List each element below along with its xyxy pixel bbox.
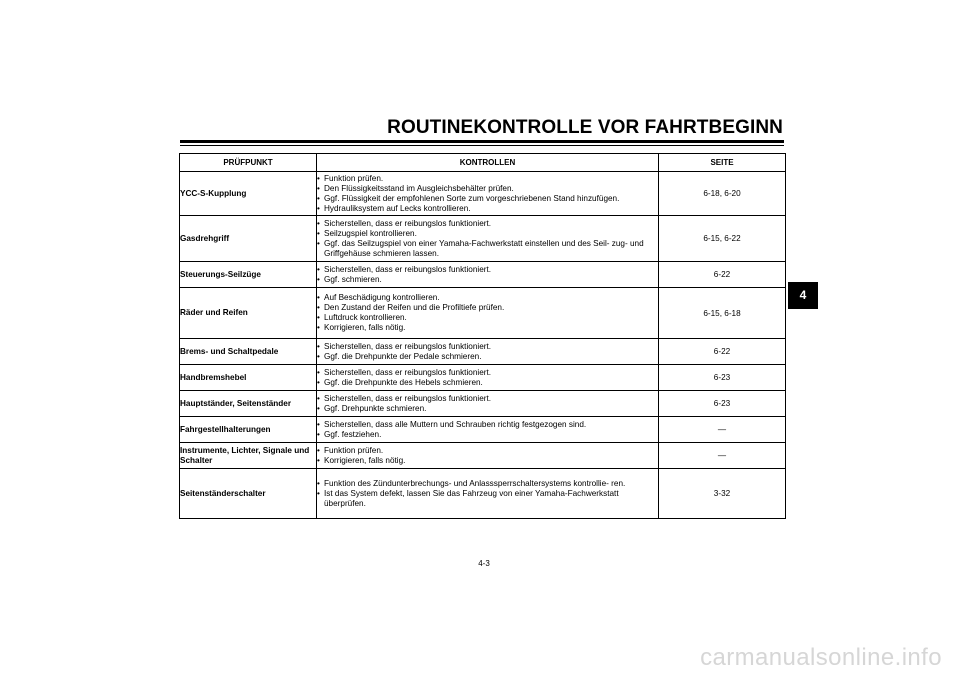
check-text: Luftdruck kontrollieren. (324, 313, 407, 322)
check-text: Ist das System defekt, lassen Sie das Fahrzeug von einer Yamaha-Fachwerkstatt überprüfen. (324, 488, 619, 508)
check-text: Auf Beschädigung kontrollieren. (324, 293, 440, 302)
table-row (180, 288, 786, 339)
bullet-icon: • (317, 323, 320, 332)
row-checks (317, 417, 659, 443)
check-item (317, 174, 658, 184)
check-item (317, 489, 658, 509)
row-page: 6-15, 6-22 (659, 216, 786, 262)
check-item (317, 265, 658, 275)
page-number: 4-3 (478, 559, 490, 568)
bullet-icon: • (317, 274, 320, 284)
row-item: Handbremshebel (180, 365, 317, 391)
bullet-icon: • (317, 429, 320, 439)
check-text: Funktion prüfen. (324, 445, 384, 455)
bullet-icon: • (317, 203, 320, 213)
row-checks (317, 339, 659, 365)
check-item (317, 323, 658, 333)
row-checks (317, 172, 659, 216)
check-item (317, 352, 658, 362)
check-text: Ggf. festziehen. (324, 429, 382, 439)
row-checks (317, 216, 659, 262)
check-item (317, 430, 658, 440)
title-rule-thick (180, 140, 784, 143)
check-item (317, 394, 658, 404)
check-item (317, 293, 658, 303)
row-item: Brems- und Schaltpedale (180, 339, 317, 365)
bullet-icon: • (317, 351, 320, 361)
check-item (317, 229, 658, 239)
table-row (180, 339, 786, 365)
row-checks (317, 365, 659, 391)
check-text: Ggf. Flüssigkeit der empfohlenen Sorte zum vorgeschriebenen Stand hinzufügen. (324, 193, 620, 203)
row-page: — (659, 417, 786, 443)
table-row (180, 417, 786, 443)
bullet-icon: • (317, 193, 320, 203)
bullet-icon: • (317, 238, 320, 248)
check-item (317, 184, 658, 194)
row-checks (317, 288, 659, 339)
check-item (317, 446, 658, 456)
check-item (317, 378, 658, 388)
watermark: carmanualsonline.info (700, 644, 942, 671)
table-row (180, 172, 786, 216)
bullet-icon: • (317, 173, 320, 183)
bullet-icon: • (317, 403, 320, 413)
check-text: Sicherstellen, dass er reibungslos funktioniert. (324, 218, 492, 228)
check-text: Den Zustand der Reifen und die Profiltiefe prüfen. (324, 303, 505, 312)
row-page: 6-22 (659, 262, 786, 288)
row-item: Hauptständer, Seitenständer (180, 391, 317, 417)
check-text: Korrigieren, falls nötig. (324, 455, 406, 465)
check-text: Ggf. Drehpunkte schmieren. (324, 403, 427, 413)
table-body (180, 172, 786, 519)
row-checks (317, 469, 659, 519)
row-item: Instrumente, Lichter, Signale und Schalter (180, 443, 317, 469)
bullet-icon: • (317, 488, 320, 498)
header-page: SEITE (659, 154, 786, 172)
table-row (180, 365, 786, 391)
bullet-icon: • (317, 393, 320, 403)
table-row (180, 443, 786, 469)
check-item (317, 420, 658, 430)
row-checks (317, 391, 659, 417)
check-text: Sicherstellen, dass er reibungslos funktioniert. (324, 341, 492, 351)
row-page: 6-22 (659, 339, 786, 365)
check-text: Hydrauliksystem auf Lecks kontrollieren. (324, 203, 471, 213)
check-text: Funktion prüfen. (324, 173, 384, 183)
bullet-icon: • (317, 445, 320, 455)
row-item: Gasdrehgriff (180, 216, 317, 262)
row-page: 6-15, 6-18 (659, 288, 786, 339)
check-text: Korrigieren, falls nötig. (324, 323, 406, 332)
bullet-icon: • (317, 478, 320, 488)
check-item (317, 368, 658, 378)
row-item: YCC-S-Kupplung (180, 172, 317, 216)
check-text: Sicherstellen, dass er reibungslos funktioniert. (324, 264, 492, 274)
row-item: Steuerungs-Seilzüge (180, 262, 317, 288)
bullet-icon: • (317, 377, 320, 387)
bullet-icon: • (317, 341, 320, 351)
row-item: Fahrgestellhalterungen (180, 417, 317, 443)
table-row (180, 469, 786, 519)
check-text: Sicherstellen, dass alle Muttern und Schrauben richtig festgezogen sind. (324, 419, 587, 429)
header-item: PRÜFPUNKT (180, 154, 317, 172)
row-page: 6-23 (659, 365, 786, 391)
check-text: Funktion des Zündunterbrechungs- und Anlasssperrschaltersystems kontrollie- ren. (324, 478, 626, 488)
row-page: 6-23 (659, 391, 786, 417)
page-title: ROUTINEKONTROLLE VOR FAHRTBEGINN (387, 117, 783, 138)
bullet-icon: • (317, 264, 320, 274)
chapter-tab: 4 (788, 282, 818, 309)
check-item (317, 219, 658, 229)
check-item (317, 204, 658, 214)
check-item (317, 479, 658, 489)
row-checks (317, 262, 659, 288)
row-checks (317, 443, 659, 469)
check-item (317, 313, 658, 323)
check-text: Sicherstellen, dass er reibungslos funktioniert. (324, 367, 492, 377)
bullet-icon: • (317, 228, 320, 238)
row-page: 6-18, 6-20 (659, 172, 786, 216)
row-item: Seitenständerschalter (180, 469, 317, 519)
header-checks: KONTROLLEN (317, 154, 659, 172)
check-item (317, 194, 658, 204)
check-item (317, 404, 658, 414)
bullet-icon: • (317, 293, 320, 302)
bullet-icon: • (317, 218, 320, 228)
bullet-icon: • (317, 455, 320, 465)
check-text: Ggf. die Drehpunkte des Hebels schmieren. (324, 377, 483, 387)
title-rule-thin (180, 145, 784, 146)
check-item (317, 303, 658, 313)
table-row (180, 391, 786, 417)
table-row (180, 262, 786, 288)
table-header-row (180, 154, 786, 172)
bullet-icon: • (317, 419, 320, 429)
check-text: Ggf. das Seilzugspiel von einer Yamaha-Fachwerkstatt einstellen und des Seil- zug- und Griffgehäuse schmieren lassen. (324, 238, 644, 258)
bullet-icon: • (317, 367, 320, 377)
table-row (180, 216, 786, 262)
bullet-icon: • (317, 313, 320, 322)
bullet-icon: • (317, 183, 320, 193)
check-text: Den Flüssigkeitsstand im Ausgleichsbehälter prüfen. (324, 183, 514, 193)
bullet-icon: • (317, 303, 320, 312)
row-page: — (659, 443, 786, 469)
row-item: Räder und Reifen (180, 288, 317, 339)
row-page: 3-32 (659, 469, 786, 519)
check-text: Ggf. die Drehpunkte der Pedale schmieren. (324, 351, 482, 361)
check-text: Seilzugspiel kontrollieren. (324, 228, 417, 238)
check-item (317, 275, 658, 285)
inspection-table (179, 153, 786, 519)
check-item (317, 342, 658, 352)
check-text: Ggf. schmieren. (324, 274, 382, 284)
check-item (317, 239, 658, 259)
check-text: Sicherstellen, dass er reibungslos funktioniert. (324, 393, 492, 403)
check-item (317, 456, 658, 466)
